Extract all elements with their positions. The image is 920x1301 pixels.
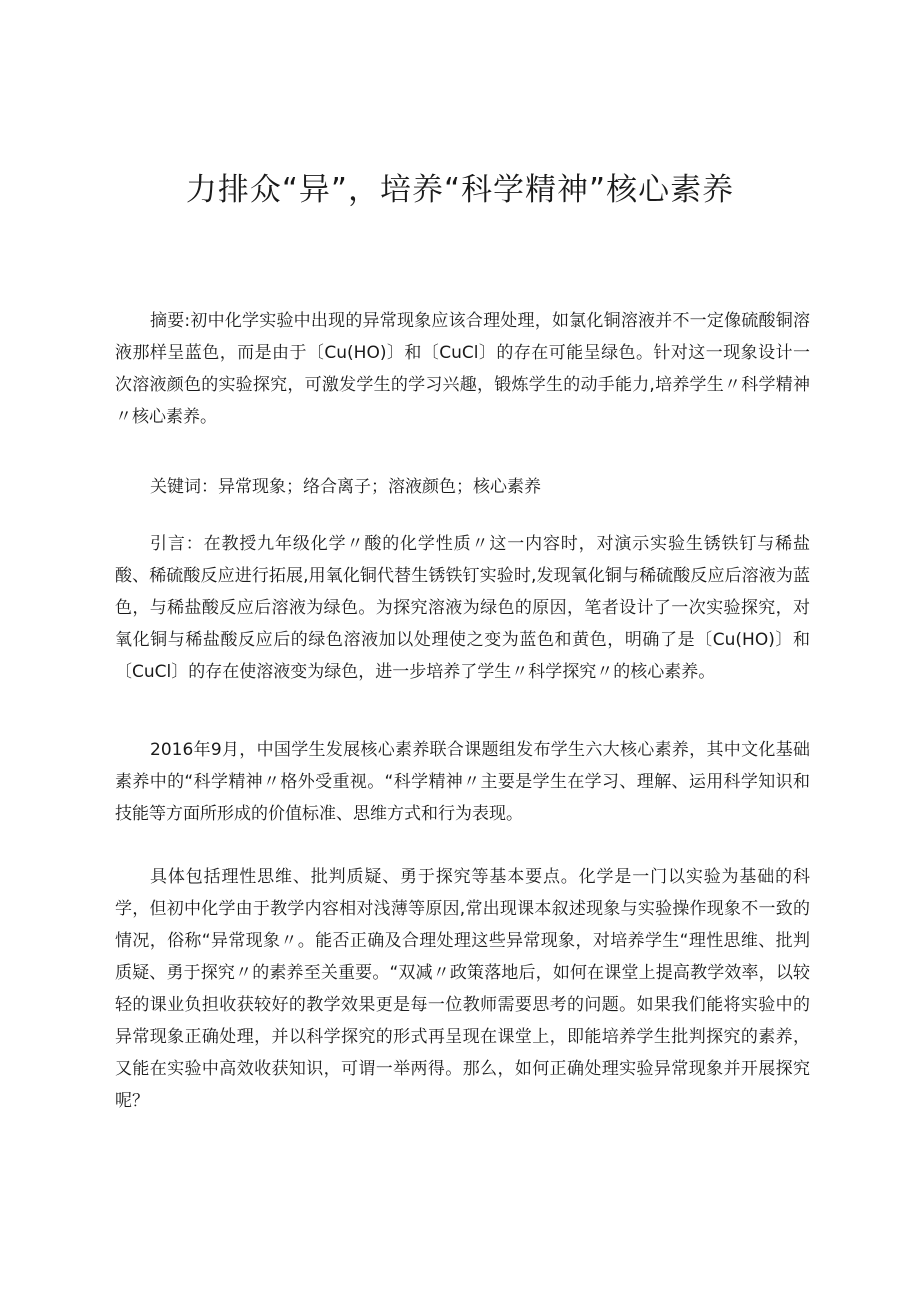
intro-paragraph: 引言：在教授九年级化学〃酸的化学性质〃这一内容时，对演示实验生锈铁钉与稀盐酸、稀硫酸反应进行拓展,用氧化铜代替生锈铁钉实验时,发现氧化铜与稀硫酸反应后溶液为蓝色，与稀盐酸反应后溶液为绿色。为探究溶液为绿色的原因，笔者设计了一次实验探究，对氧化铜与稀盐酸反应后的绿色溶液加以处理使之变为蓝色和黄色，明确了是〔Cu(HO)〕和〔CuCl〕的存在使溶液变为绿色，进一步培养了学生〃科学探究〃的核心素养。 <box>115 534 810 682</box>
details-paragraph: 具体包括理性思维、批判质疑、勇于探究等基本要点。化学是一门以实验为基础的科学，但初中化学由于教学内容相对浅薄等原因,常出现课本叙述现象与实验操作现象不一致的情况，俗称“异常现象〃。能否正确及合理处理这些异常现象，对培养学生“理性思维、批判质疑、勇于探究〃的素养至关重要。“双减〃政策落地后，如何在课堂上提高教学效率，以较轻的课业负担收获较好的教学效果更是每一位教师需要思考的问题。如果我们能将实验中的异常现象正确处理，并以科学探究的形式再呈现在课堂上，即能培养学生批判探究的素养，又能在实验中高效收获知识，可谓一举两得。那么，如何正确处理实验异常现象并开展探究呢？ <box>115 867 810 1111</box>
document-title: 力排众“异”，培养“科学精神”核心素养 <box>185 172 735 208</box>
keywords-paragraph: 关键词：异常现象；络合离子；溶液颜色；核心素养 <box>150 477 541 497</box>
core-literacy-paragraph: 2016年9月，中国学生发展核心素养联合课题组发布学生六大核心素养，其中文化基础素养中的“科学精神〃格外受重视。“科学精神〃主要是学生在学习、理解、运用科学知识和技能等方面所形成的价值标准、思维方式和行为表现。 <box>115 740 810 824</box>
abstract-paragraph: 摘要:初中化学实验中出现的异常现象应该合理处理，如氯化铜溶液并不一定像硫酸铜溶液那样呈蓝色，而是由于〔Cu(HO)〕和〔CuCl〕的存在可能呈绿色。针对这一现象设计一次溶液颜色的实验探究，可激发学生的学习兴趣，锻炼学生的动手能力,培养学生〃科学精神〃核心素养。 <box>115 311 810 427</box>
